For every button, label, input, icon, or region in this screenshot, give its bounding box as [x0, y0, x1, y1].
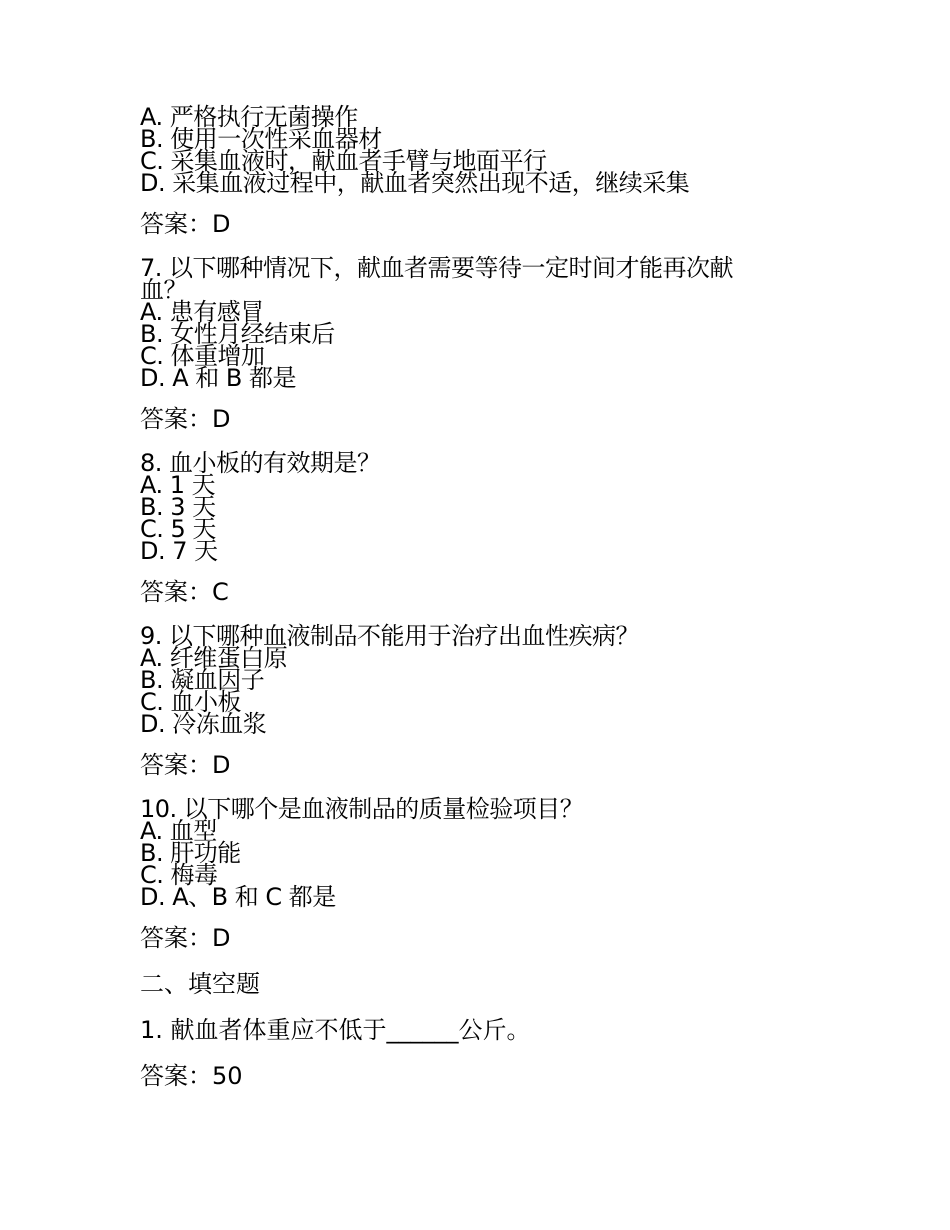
option-a: A. 1 天: [140, 471, 216, 499]
question-6: [140, 103, 820, 238]
question-text: 9. 以下哪种血液制品不能用于治疗出血性疾病？: [140, 622, 640, 650]
fill-in-question-1: [140, 1017, 820, 1089]
question-7: [140, 254, 820, 433]
option-b: B. 女性月经结束后: [140, 320, 335, 348]
option-d: D. 采集血液过程中，献血者突然出现不适，继续采集: [140, 169, 690, 197]
question-9: [140, 622, 820, 779]
question-10: [140, 795, 820, 952]
answer: 答案：C: [140, 578, 229, 606]
question-text: 7. 以下哪种情况下，献血者需要等待一定时间才能再次献血？: [140, 254, 734, 304]
question-8: [140, 449, 820, 606]
answer: 答案：D: [140, 924, 231, 952]
question-text: 10. 以下哪个是血液制品的质量检验项目？: [140, 795, 584, 823]
option-b: B. 使用一次性采血器材: [140, 125, 382, 153]
option-c: C. 5 天: [140, 515, 216, 543]
option-b: B. 3 天: [140, 493, 216, 521]
option-c: C. 采集血液时，献血者手臂与地面平行: [140, 147, 547, 175]
option-c: C. 体重增加: [140, 342, 265, 370]
document-page: [140, 103, 820, 1090]
option-a: A. 纤维蛋白原: [140, 644, 288, 672]
option-d: D. 7 天: [140, 537, 218, 565]
option-d: D. A 和 B 都是: [140, 364, 297, 392]
answer: 答案：D: [140, 210, 231, 238]
option-a: A. 严格执行无菌操作: [140, 103, 358, 131]
answer: 答案：D: [140, 751, 231, 779]
answer: 答案：D: [140, 405, 231, 433]
option-b: B. 肝功能: [140, 839, 241, 867]
section-title: 二、填空题: [140, 970, 260, 998]
option-d: D. A、B 和 C 都是: [140, 883, 336, 911]
option-d: D. 冷冻血浆: [140, 710, 267, 738]
option-c: C. 梅毒: [140, 861, 218, 889]
option-a: A. 患有感冒: [140, 298, 264, 326]
answer: 答案：50: [140, 1062, 243, 1090]
option-a: A. 血型: [140, 817, 217, 845]
option-c: C. 血小板: [140, 688, 242, 716]
question-text: 8. 血小板的有效期是？: [140, 449, 381, 477]
question-text: 1. 献血者体重应不低于______公斤。: [140, 1016, 531, 1044]
option-b: B. 凝血因子: [140, 666, 265, 694]
